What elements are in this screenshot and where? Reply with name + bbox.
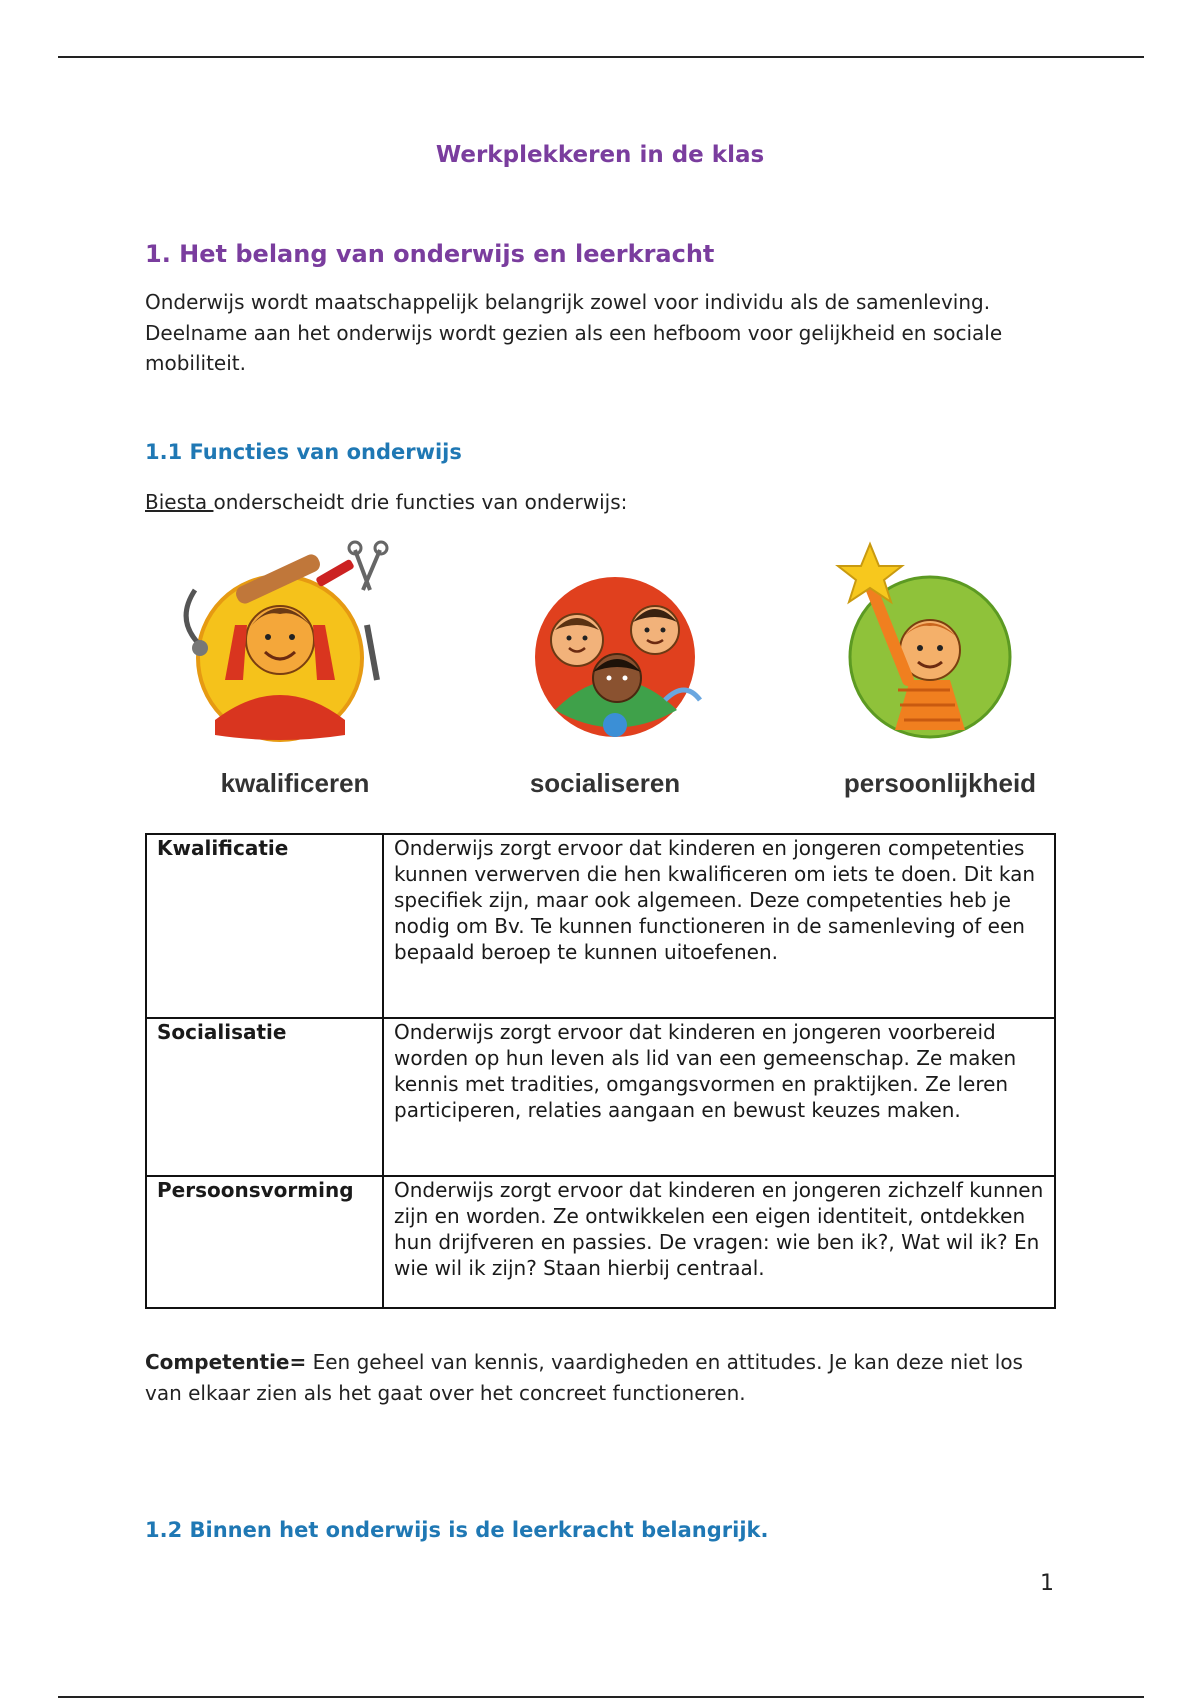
label-socialiseren: socialiseren [529,768,681,798]
description-persoonsvorming: Onderwijs zorgt ervoor dat kinderen en jongeren zichzelf kunnen zijn en worden. Ze ontwikkelen een eigen identiteit, ontdekken hun drijfveren en passies. De vragen: wie ben ik?, Wat wil ik? En wie wil ik zijn? Staan hierbij centraal. [383,1176,1055,1308]
description-kwalificatie: Onderwijs zorgt ervoor dat kinderen en jongeren competenties kunnen verwerven die hen kwalificeren om iets te doen. Dit kan specifiek zijn, maar ook algemeen. Deze competenties heb je nodig om Bv. Te kunnen functioneren in de samenleving of een bepaald beroep te kunnen uitoefenen. [383,834,1055,1018]
table-row [146,834,1055,1018]
illustration-persoonlijkheid [800,530,1080,810]
child-with-tools-icon [155,530,435,760]
page-number: 1 [1040,1571,1054,1596]
table-row [146,1176,1055,1308]
top-rule [58,56,1144,58]
document-title: Werkplekkeren in de klas [435,142,765,168]
biesta-reference: Biesta [145,490,214,514]
section-1-2-heading: 1.2 Binnen het onderwijs is de leerkracht belangrijk. [145,1518,769,1542]
term-persoonsvorming: Persoonsvorming [146,1176,383,1308]
functions-illustration [145,530,1045,810]
section-1-body: Onderwijs wordt maatschappelijk belangrijk zowel voor individu als de samenleving. Deelname aan het onderwijs wordt gezien als een hefboom voor gelijkheid en sociale mobiliteit. [145,290,1003,375]
bottom-rule [58,1696,1144,1698]
competentie-term: Competentie= [145,1350,307,1374]
label-kwalificeren: kwalificeren [220,768,370,798]
functions-intro-text: onderscheidt drie functies van onderwijs: [213,490,628,514]
competentie-text: Een geheel van kennis, vaardigheden en attitudes. Je kan deze niet los van elkaar zien als het gaat over het concreet functioneren. [145,1350,1023,1405]
table-row [146,1018,1055,1176]
term-kwalificatie: Kwalificatie [146,834,383,1018]
functions-table [145,833,1056,1309]
illustration-kwalificeren [155,530,435,810]
section-1-heading: 1. Het belang van onderwijs en leerkracht [145,240,715,268]
description-socialisatie: Onderwijs zorgt ervoor dat kinderen en jongeren voorbereid worden op hun leven als lid van een gemeenschap. Ze maken kennis met tradities, omgangsvormen en praktijken. Ze leren participeren, relaties aangaan en bewust keuzes maken. [383,1018,1055,1176]
illustration-socialiseren [465,530,745,810]
functions-intro [145,487,1045,518]
group-of-children-icon [465,530,745,760]
section-1-1-heading: 1.1 Functies van onderwijs [145,440,462,464]
competentie-definition [145,1347,1045,1408]
term-socialisatie: Socialisatie [146,1018,383,1176]
label-persoonlijkheid: persoonlijkheid [843,768,1037,798]
child-reaching-star-icon [800,530,1080,760]
